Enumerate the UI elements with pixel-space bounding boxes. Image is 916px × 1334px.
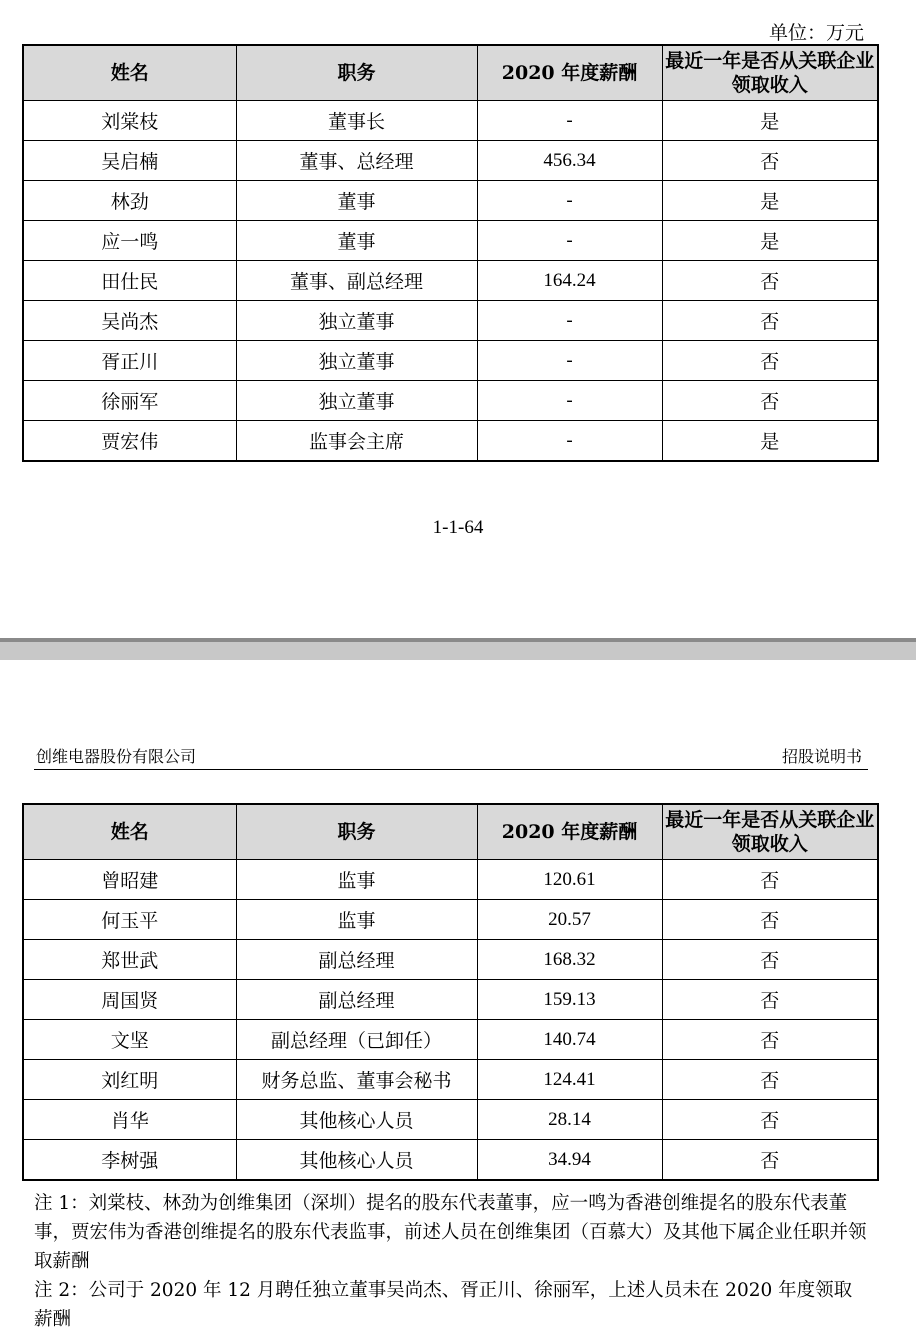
cell-position: 财务总监、董事会秘书 xyxy=(236,1060,477,1100)
cell-related-income: 否 xyxy=(662,900,878,940)
table-row xyxy=(23,1140,878,1181)
cell-name: 周国贤 xyxy=(23,980,236,1020)
header-related-income: 最近一年是否从关联企业领取收入 xyxy=(662,804,878,860)
cell-name: 田仕民 xyxy=(23,261,236,301)
table-row xyxy=(23,1060,878,1100)
cell-position: 副总经理（已卸任） xyxy=(236,1020,477,1060)
header-salary: 2020 年度薪酬 xyxy=(477,45,662,101)
cell-salary: - xyxy=(477,221,662,261)
cell-name: 吴启楠 xyxy=(23,141,236,181)
table-row xyxy=(23,940,878,980)
header-salary: 2020 年度薪酬 xyxy=(477,804,662,860)
cell-related-income: 否 xyxy=(662,381,878,421)
cell-name: 曾昭建 xyxy=(23,860,236,900)
cell-related-income: 否 xyxy=(662,261,878,301)
cell-name: 吴尚杰 xyxy=(23,301,236,341)
table-row xyxy=(23,381,878,421)
cell-position: 独立董事 xyxy=(236,341,477,381)
table-header-row xyxy=(23,804,878,860)
cell-salary: - xyxy=(477,301,662,341)
cell-position: 其他核心人员 xyxy=(236,1100,477,1140)
table-row xyxy=(23,141,878,181)
page-header-rule xyxy=(34,769,868,770)
cell-related-income: 否 xyxy=(662,141,878,181)
header-position: 职务 xyxy=(236,804,477,860)
header-related-income: 最近一年是否从关联企业领取收入 xyxy=(662,45,878,101)
table-row xyxy=(23,980,878,1020)
cell-related-income: 是 xyxy=(662,101,878,141)
cell-position: 董事长 xyxy=(236,101,477,141)
table-body xyxy=(23,860,878,1181)
cell-position: 监事会主席 xyxy=(236,421,477,462)
cell-position: 董事、副总经理 xyxy=(236,261,477,301)
cell-related-income: 否 xyxy=(662,341,878,381)
cell-position: 副总经理 xyxy=(236,980,477,1020)
unit-label: 单位：万元 xyxy=(768,22,864,44)
cell-salary: - xyxy=(477,181,662,221)
table-row xyxy=(23,860,878,900)
salary-table-2 xyxy=(22,803,879,1181)
cell-position: 董事、总经理 xyxy=(236,141,477,181)
cell-name: 徐丽军 xyxy=(23,381,236,421)
page-number: 1-1-64 xyxy=(432,517,484,538)
page-separator-shadow xyxy=(0,638,916,642)
table-row xyxy=(23,900,878,940)
cell-salary: 159.13 xyxy=(477,980,662,1020)
table-row xyxy=(23,1020,878,1060)
cell-salary: 34.94 xyxy=(477,1140,662,1181)
cell-related-income: 否 xyxy=(662,301,878,341)
cell-position: 监事 xyxy=(236,900,477,940)
cell-related-income: 否 xyxy=(662,980,878,1020)
cell-salary: 140.74 xyxy=(477,1020,662,1060)
cell-related-income: 是 xyxy=(662,421,878,462)
cell-name: 肖华 xyxy=(23,1100,236,1140)
cell-position: 独立董事 xyxy=(236,381,477,421)
cell-name: 李树强 xyxy=(23,1140,236,1181)
cell-name: 应一鸣 xyxy=(23,221,236,261)
cell-related-income: 否 xyxy=(662,940,878,980)
cell-name: 郑世武 xyxy=(23,940,236,980)
table-row xyxy=(23,421,878,462)
cell-position: 副总经理 xyxy=(236,940,477,980)
cell-name: 文坚 xyxy=(23,1020,236,1060)
cell-related-income: 否 xyxy=(662,1060,878,1100)
cell-position: 监事 xyxy=(236,860,477,900)
cell-related-income: 否 xyxy=(662,1100,878,1140)
cell-salary: 120.61 xyxy=(477,860,662,900)
cell-name: 刘棠枝 xyxy=(23,101,236,141)
cell-salary: 20.57 xyxy=(477,900,662,940)
table-row xyxy=(23,101,878,141)
cell-related-income: 否 xyxy=(662,1140,878,1181)
cell-name: 林劲 xyxy=(23,181,236,221)
cell-name: 贾宏伟 xyxy=(23,421,236,462)
cell-related-income: 否 xyxy=(662,1020,878,1060)
table-row xyxy=(23,341,878,381)
note-2: 注 2：公司于 2020 年 12 月聘任独立董事吴尚杰、胥正川、徐丽军，上述人员未在 2020 年度领取薪酬 xyxy=(34,1280,853,1330)
page-header-doc-type: 招股说明书 xyxy=(781,747,862,766)
notes xyxy=(34,1189,870,1334)
table-row xyxy=(23,1100,878,1140)
cell-salary: 164.24 xyxy=(477,261,662,301)
cell-position: 董事 xyxy=(236,181,477,221)
cell-name: 胥正川 xyxy=(23,341,236,381)
cell-position: 其他核心人员 xyxy=(236,1140,477,1181)
cell-name: 何玉平 xyxy=(23,900,236,940)
cell-related-income: 是 xyxy=(662,181,878,221)
table-header-row xyxy=(23,45,878,101)
cell-salary: - xyxy=(477,381,662,421)
cell-salary: - xyxy=(477,341,662,381)
header-name: 姓名 xyxy=(23,45,236,101)
page-header-company: 创维电器股份有限公司 xyxy=(36,747,197,766)
table-row xyxy=(23,221,878,261)
cell-salary: 124.41 xyxy=(477,1060,662,1100)
cell-position: 独立董事 xyxy=(236,301,477,341)
table-row xyxy=(23,301,878,341)
cell-salary: - xyxy=(477,101,662,141)
cell-position: 董事 xyxy=(236,221,477,261)
cell-name: 刘红明 xyxy=(23,1060,236,1100)
table-row xyxy=(23,181,878,221)
salary-table-1 xyxy=(22,44,879,462)
cell-related-income: 否 xyxy=(662,860,878,900)
cell-salary: 28.14 xyxy=(477,1100,662,1140)
header-position: 职务 xyxy=(236,45,477,101)
cell-salary: - xyxy=(477,421,662,462)
header-name: 姓名 xyxy=(23,804,236,860)
note-1: 注 1：刘棠枝、林劲为创维集团（深圳）提名的股东代表董事，应一鸣为香港创维提名的股东代表董事，贾宏伟为香港创维提名的股东代表监事，前述人员在创维集团（百慕大）及其他下属企业任职并领取薪酬 xyxy=(34,1193,867,1272)
cell-salary: 168.32 xyxy=(477,940,662,980)
table-row xyxy=(23,261,878,301)
cell-related-income: 是 xyxy=(662,221,878,261)
table-body xyxy=(23,101,878,462)
cell-salary: 456.34 xyxy=(477,141,662,181)
